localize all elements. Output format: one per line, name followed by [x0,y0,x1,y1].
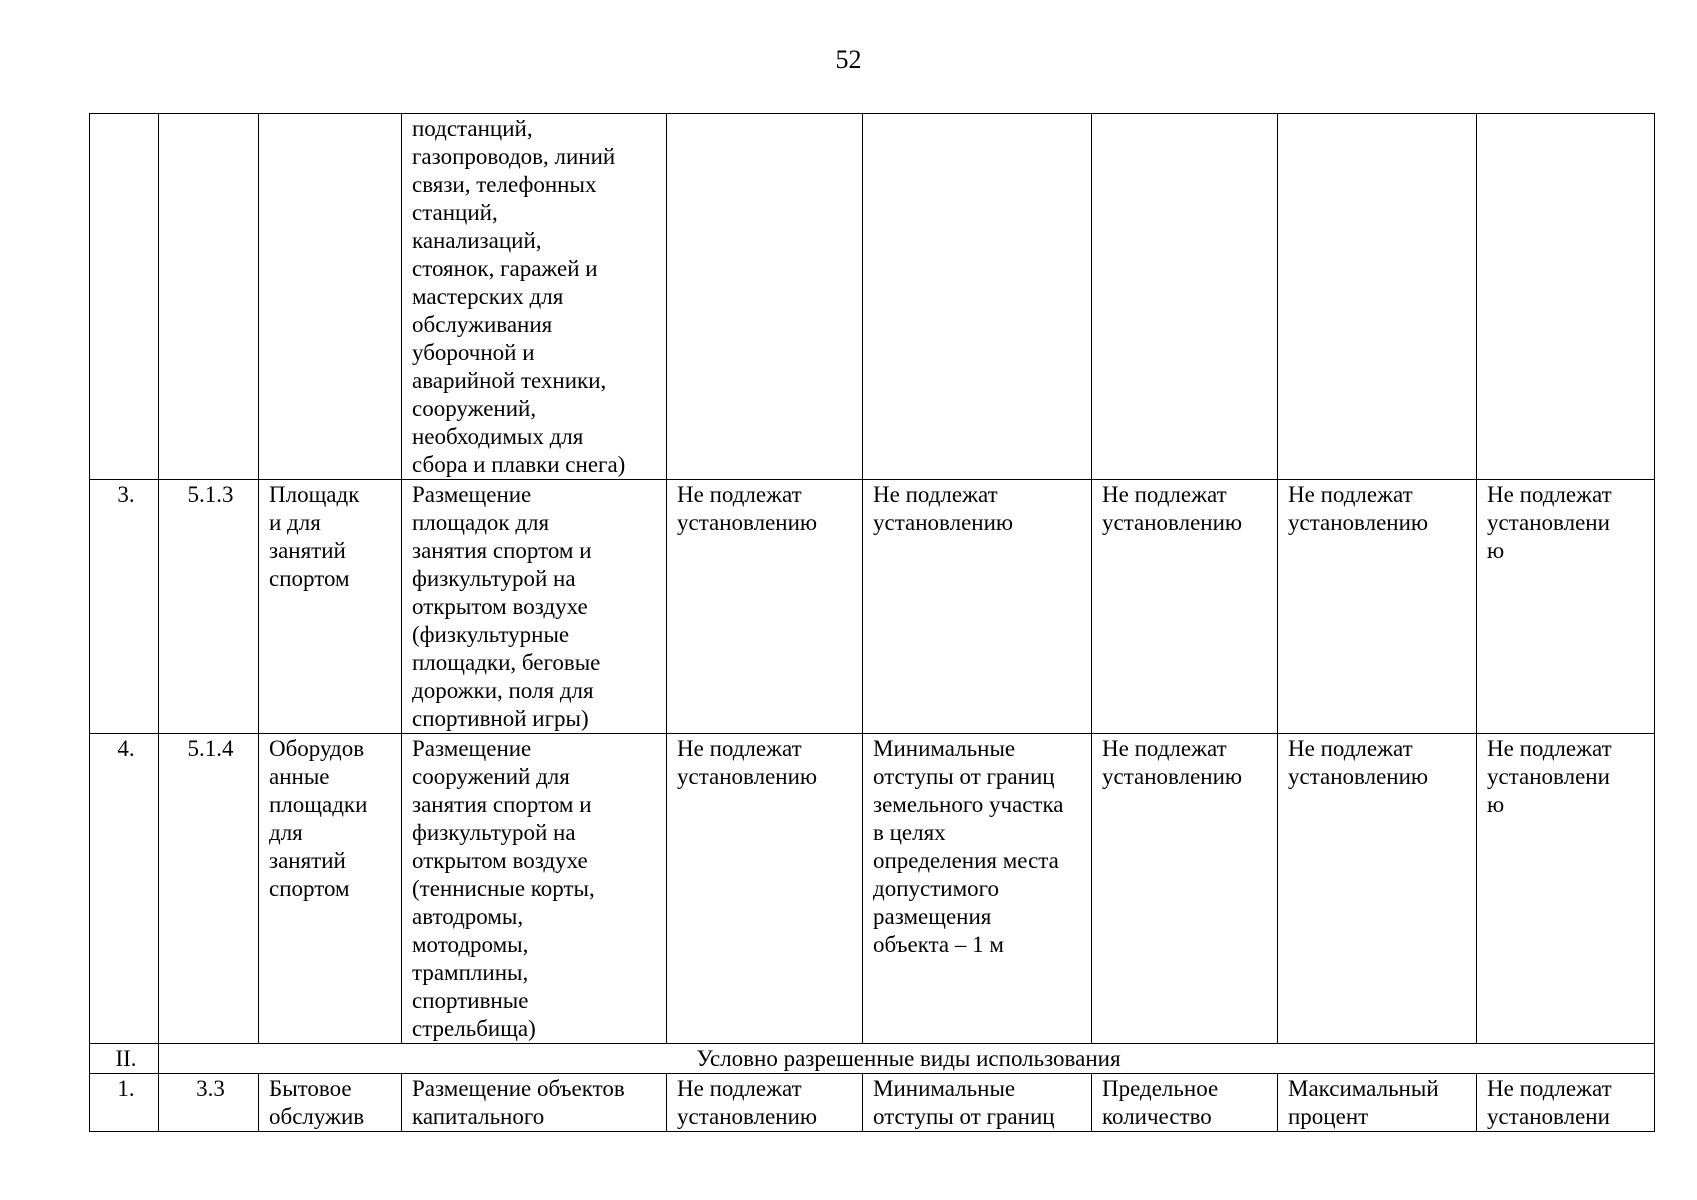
row-cell [1092,114,1278,480]
row-cell: Не подлежат установлению [863,480,1092,734]
row-number: 3. [90,480,159,734]
row-cell: Минимальные отступы от границ земельного участка в целях определения места допустимого размещения объекта – 1 м [863,734,1092,1044]
row-cell: Не подлежат установлени [1477,1074,1655,1132]
row-cell: Не подлежат установлению [667,1074,863,1132]
table-row [90,114,1655,480]
zoning-table [89,113,1655,1132]
row-cell [1477,114,1655,480]
row-name [259,114,402,480]
row-cell [863,114,1092,480]
row-name: Бытовое обслужив [259,1074,402,1132]
row-cell [1278,114,1477,480]
row-cell: Не подлежат установлению [1092,734,1278,1044]
row-number: 4. [90,734,159,1044]
section-number: II. [90,1044,159,1074]
row-description: Размещение площадок для занятия спортом и физкультурой на открытом воздухе (физкультурные площадки, беговые дорожки, поля для спортивной игры) [402,480,667,734]
row-description: подстанций, газопроводов, линий связи, телефонных станций, канализаций, стоянок, гаражей и мастерских для обслуживания уборочной и аварийной техники, сооружений, необходимых для сбора и плавки снега) [402,114,667,480]
row-code: 5.1.3 [159,480,259,734]
row-code: 3.3 [159,1074,259,1132]
row-description: Размещение объектов капитального [402,1074,667,1132]
table-row [90,480,1655,734]
row-description: Размещение сооружений для занятия спортом и физкультурой на открытом воздухе (теннисные корты, автодромы, мотодромы, трамплины, спортивные стрельбища) [402,734,667,1044]
row-cell: Предельное количество [1092,1074,1278,1132]
row-cell [667,114,863,480]
table-row [90,734,1655,1044]
section-row [90,1044,1655,1074]
row-name: Оборудов анные площадки для занятий спортом [259,734,402,1044]
row-cell: Не подлежат установлению [667,480,863,734]
row-cell: Не подлежат установлению [667,734,863,1044]
page-number: 52 [835,45,862,74]
row-number: 1. [90,1074,159,1132]
row-code [159,114,259,480]
row-cell: Максимальный процент [1278,1074,1477,1132]
table-row [90,1074,1655,1132]
row-cell: Не подлежат установлению [1278,734,1477,1044]
row-cell: Не подлежат установлени ю [1477,480,1655,734]
row-cell: Не подлежат установлению [1092,480,1278,734]
row-cell: Не подлежат установлению [1278,480,1477,734]
row-number [90,114,159,480]
row-code: 5.1.4 [159,734,259,1044]
row-cell: Минимальные отступы от границ [863,1074,1092,1132]
row-name: Площадк и для занятий спортом [259,480,402,734]
section-title: Условно разрешенные виды использования [159,1044,1655,1074]
row-cell: Не подлежат установлени ю [1477,734,1655,1044]
